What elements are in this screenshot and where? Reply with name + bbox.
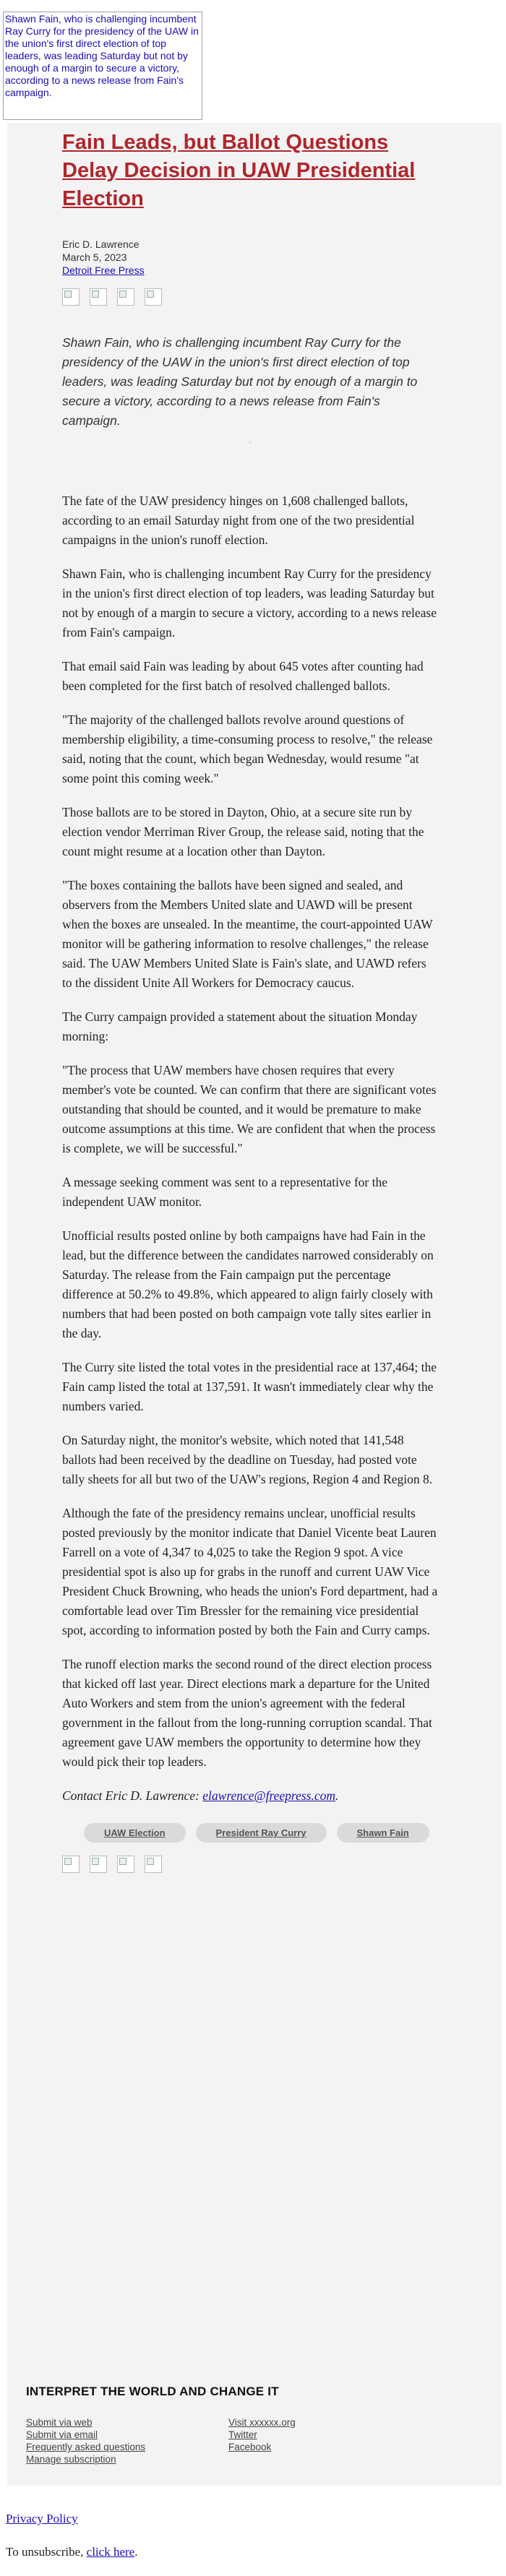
body-paragraph: A message seeking comment was sent to a representative for the independent UAW monitor. [62, 1175, 387, 1209]
article-dek: Shawn Fain, who is challenging incumbent Ray Curry for the presidency of the UAW in the union's first direct election of top leaders, was leading Saturday but not by enough of a margin to secure a victory, according to a news release from Fain's campaign. [62, 335, 418, 428]
tag-list [62, 1823, 438, 1843]
body-paragraph: The Curry campaign provided a statement about the situation Monday morning: [62, 1009, 418, 1043]
article-headline[interactable]: Fain Leads, but Ballot Questions Delay Decision in UAW Presidential Election [62, 131, 416, 210]
tag-president-ray-curry[interactable]: President Ray Curry [196, 1823, 327, 1843]
article-body [62, 491, 438, 1806]
body-paragraph: Although the fate of the presidency remains unclear, unofficial results posted previously by the monitor indicate that Daniel Vicente beat Lauren Farrell on a vote of 4,347 to 4,025 to take the Region 9 spot. A vice presidential spot is also up for grabs in the runoff and current UAW Vice President Chuck Browning, who heads the union's Ford department, had a comfortable lead over Tim Bressler for the remaining vice presidential spot, according to information posted by both the Fain and Curry camps. [62, 1506, 438, 1637]
body-paragraph: On Saturday night, the monitor's website, which noted that 141,548 ballots had been received by the deadline on Tuesday, had posted vote tally sheets for all but two of the UAW's regions, Region 4 and Region 8. [62, 1433, 433, 1486]
share-buttons-top [62, 288, 438, 307]
author-contact [62, 1786, 438, 1806]
source-link[interactable]: Detroit Free Press [62, 264, 145, 276]
footer-col-left [26, 2416, 228, 2465]
footer-col-right [228, 2416, 431, 2465]
share-image-icon[interactable] [117, 288, 134, 306]
privacy-policy [6, 2512, 78, 2526]
share-image-icon[interactable] [62, 288, 80, 306]
visit-site-link[interactable]: Visit xxxxxx.org [228, 2417, 296, 2428]
hero-image-placeholder [3, 12, 202, 120]
contact-suffix: . [335, 1788, 339, 1803]
tag-uaw-election[interactable]: UAW Election [84, 1823, 186, 1843]
share-buttons-bottom [62, 1856, 438, 1873]
twitter-link[interactable]: Twitter [228, 2429, 257, 2440]
share-image-icon[interactable] [90, 1856, 107, 1873]
body-paragraph: The Curry site listed the total votes in the presidential race at 137,464; the Fain camp listed the total at 137,591. It wasn't immediately clear why the numbers varied. [62, 1360, 437, 1413]
body-paragraph: The fate of the UAW presidency hinges on 1,608 challenged ballots, according to an email Saturday night from one of the two presidential campaigns in the union's runoff election. [62, 494, 415, 547]
article-meta [62, 238, 438, 277]
share-image-icon[interactable] [145, 288, 162, 306]
footer-heading: INTERPRET THE WORLD AND CHANGE IT [26, 2385, 279, 2398]
article-content [62, 129, 438, 1873]
unsubscribe-line [6, 2545, 137, 2559]
newsletter-footer [26, 2385, 474, 2465]
share-image-icon[interactable] [145, 1856, 162, 1873]
body-paragraph: Unofficial results posted online by both campaigns have had Fain in the lead, but the difference between the candidates narrowed considerably on Saturday. The release from the Fain campaign put the percentage difference at 50.2% to 49.8%, which appeared to align fairly closely with numbers that had been posted on both campaign vote tally sites earlier in the day. [62, 1228, 434, 1340]
submit-web-link[interactable]: Submit via web [26, 2417, 93, 2428]
hero-image-alt-text: Shawn Fain, who is challenging incumbent Ray Curry for the presidency of the UAW in the union's first direct election of top leaders, was leading Saturday but not by enough of a margin to secure a victory, according to a news release from Fain's campaign. [5, 13, 199, 98]
body-paragraph: That email said Fain was leading by about 645 votes after counting had been completed for the first batch of resolved challenged ballots. [62, 659, 424, 693]
publish-date: March 5, 2023 [62, 251, 127, 263]
share-image-icon[interactable] [117, 1856, 134, 1873]
unsubscribe-link[interactable]: click here [86, 2545, 135, 2559]
unsubscribe-prefix: To unsubscribe, [6, 2545, 87, 2559]
author-name: Eric D. Lawrence [62, 238, 140, 250]
footer-links [26, 2416, 474, 2465]
body-paragraph: Shawn Fain, who is challenging incumbent Ray Curry for the presidency in the union's first direct election of top leaders, was leading Saturday but not by enough of a margin to secure a victory, according to a news release from Fain's campaign. [62, 567, 437, 639]
unsubscribe-suffix: . [134, 2545, 138, 2559]
facebook-link[interactable]: Facebook [228, 2442, 272, 2452]
contact-prefix: Contact Eric D. Lawrence: [62, 1788, 203, 1803]
manage-subscription-link[interactable]: Manage subscription [26, 2454, 116, 2465]
body-paragraph: "The process that UAW members have chosen requires that every member's vote be counted. We can confirm that there are significant votes outstanding that should be counted, and it would be premature to make outcome assumptions at this time. We are confident that when the process is complete, we will be successful." [62, 1063, 437, 1155]
contact-email-link[interactable]: elawrence@freepress.com [202, 1788, 336, 1803]
faq-link[interactable]: Frequently asked questions [26, 2442, 146, 2452]
submit-email-link[interactable]: Submit via email [26, 2429, 98, 2440]
share-image-icon[interactable] [62, 1856, 80, 1873]
privacy-policy-link[interactable]: Privacy Policy [6, 2512, 78, 2525]
tag-shawn-fain[interactable]: Shawn Fain [337, 1823, 429, 1843]
separator-dot: . [249, 435, 252, 445]
body-paragraph: "The majority of the challenged ballots revolve around questions of membership eligibility, a time-consuming process to resolve," the release said, noting that the count, which began Wednesday, would resume "at some point this coming week." [62, 712, 433, 785]
body-paragraph: "The boxes containing the ballots have been signed and sealed, and observers from the Members United slate and UAWD will be present when the boxes are unsealed. In the meantime, the court-appointed UAW monitor will be gathering information to resolve challenges," the release said. The UAW Members United Slate is Fain's slate, and UAWD refers to the dissident Unite All Workers for Democracy caucus. [62, 878, 433, 990]
body-paragraph: Those ballots are to be stored in Dayton, Ohio, at a secure site run by election vendor Merriman River Group, the release said, noting that the count might resume at a location other than Dayton. [62, 805, 424, 858]
body-paragraph: The runoff election marks the second round of the direct election process that kicked off last year. Direct elections mark a departure for the United Auto Workers and stem from the union's agreement with the federal government in the fallout from the long-running corruption scandal. That agreement gave UAW members the opportunity to determine how they would pick their top leaders. [62, 1657, 432, 1769]
share-image-icon[interactable] [90, 288, 107, 306]
